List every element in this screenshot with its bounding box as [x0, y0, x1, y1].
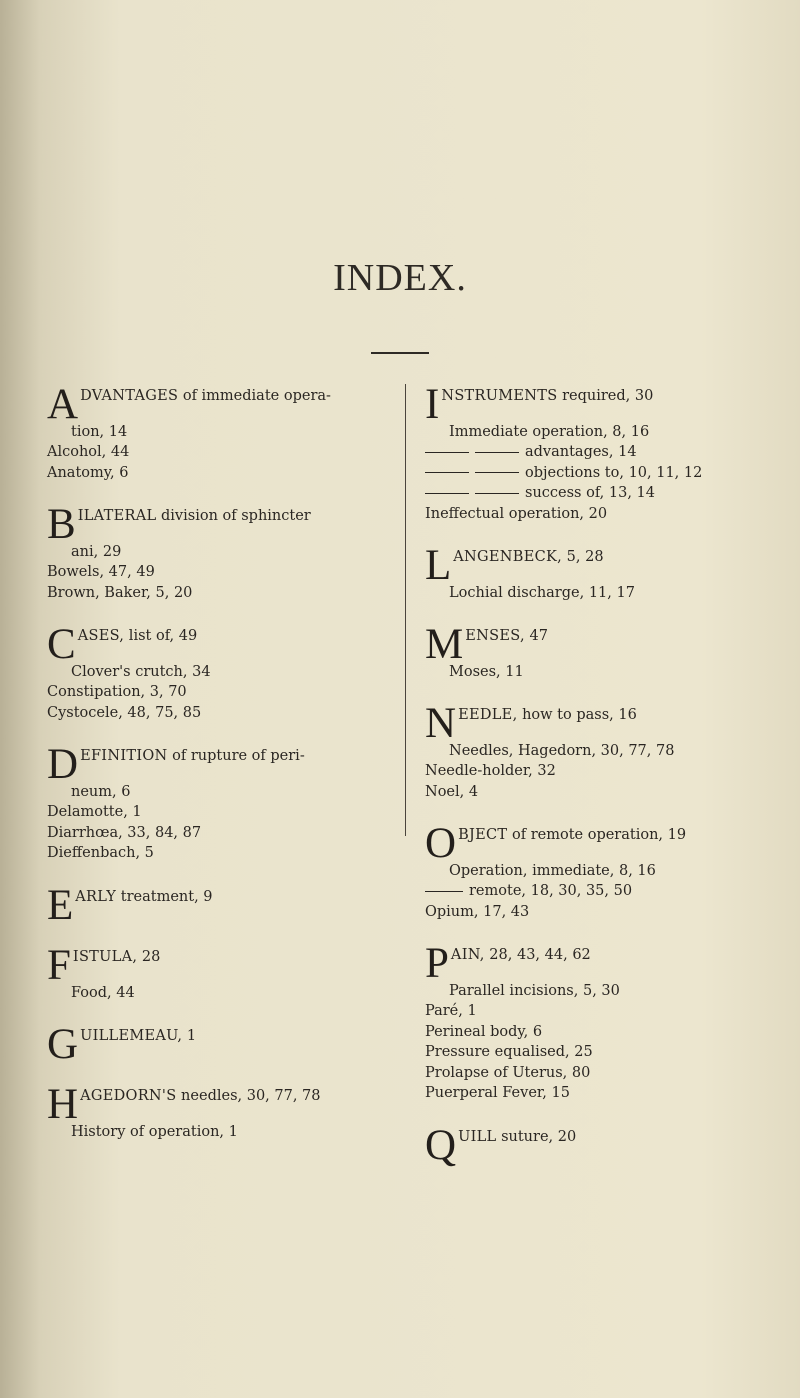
index-head: ISTULA, [72, 948, 138, 965]
drop-cap: P [425, 940, 449, 987]
index-head: DVANTAGES [80, 388, 179, 404]
index-entry: Prolapse of Uterus, 80 [425, 1064, 591, 1081]
index-section-a [47, 381, 440, 483]
drop-cap: O [425, 820, 457, 867]
index-head-tail: treatment, 9 [116, 888, 213, 905]
dash-rule [475, 493, 519, 494]
index-section-h [47, 1080, 437, 1142]
dash-rule [475, 472, 519, 473]
index-head-tail: 1 [182, 1027, 197, 1044]
title-rule [371, 352, 429, 354]
index-head: NSTRUMENTS [441, 388, 558, 404]
index-section-n [425, 700, 800, 802]
index-head-tail: list of, 49 [124, 628, 198, 644]
page-title: INDEX. [333, 257, 467, 299]
index-subentry: objections to, 10, 11, 12 [425, 463, 800, 484]
index-head-tail: of rupture of peri- [167, 748, 305, 764]
index-section-i [425, 381, 800, 524]
drop-cap: Q [425, 1121, 457, 1169]
index-continuation: tion, 14 [71, 424, 128, 440]
index-head: UILLEMEAU, [80, 1027, 183, 1044]
index-entry: Brown, Baker, 5, 20 [47, 584, 193, 601]
index-head: ASES, [77, 628, 125, 644]
index-entry: Needle-holder, 32 [425, 763, 556, 779]
index-entry: Cystocele, 48, 75, 85 [47, 704, 202, 721]
index-head-tail: suture, 20 [496, 1128, 577, 1145]
index-entry: Alcohol, 44 [47, 444, 130, 460]
drop-cap: B [47, 501, 76, 548]
index-continuation: neum, 6 [71, 784, 131, 800]
index-section-o [425, 820, 800, 922]
index-continuation: ani, 29 [71, 544, 122, 560]
index-entry: Constipation, 3, 70 [47, 684, 187, 700]
index-entry: Paré, 1 [425, 1003, 477, 1019]
index-section-b [47, 501, 437, 603]
index-entry: Opium, 17, 43 [425, 903, 530, 920]
index-entry: Pressure equalised, 25 [425, 1044, 593, 1060]
index-entry: Ineffectual operation, 20 [425, 505, 608, 522]
index-head-tail: 28 [137, 948, 161, 965]
index-head: ARLY [75, 888, 117, 905]
index-head-tail: 47 [524, 628, 548, 644]
index-continuation: Food, 44 [71, 984, 135, 1001]
dash-rule [425, 452, 469, 453]
dash-rule [475, 452, 519, 453]
drop-cap: M [425, 621, 464, 668]
index-section-c [47, 621, 437, 723]
drop-cap: N [425, 700, 457, 747]
drop-cap: L [425, 542, 452, 589]
index-head: UILL [458, 1128, 497, 1145]
index-subentry: advantages, 14 [425, 442, 800, 463]
dash-rule [425, 493, 469, 494]
dash-rule [425, 472, 469, 473]
drop-cap: D [47, 741, 79, 788]
index-section-e [47, 881, 437, 929]
index-section-p [425, 940, 800, 1104]
index-continuation: Moses, 11 [449, 664, 524, 680]
index-head-tail: of remote operation, 19 [507, 827, 687, 843]
index-head: AIN, [450, 947, 485, 963]
index-head: AGEDORN'S [80, 1087, 177, 1104]
index-head: BJECT [458, 827, 508, 843]
index-head-tail: 5, 28 [562, 549, 604, 565]
drop-cap: G [47, 1020, 79, 1068]
index-entry: Delamotte, 1 [47, 804, 142, 820]
index-continuation: Operation, immediate, 8, 16 [449, 863, 656, 879]
index-section-m [425, 621, 800, 682]
index-section-q [425, 1121, 800, 1169]
index-entry: Puerperal Fever, 15 [425, 1085, 570, 1101]
index-head-tail: 28, 43, 44, 62 [484, 947, 591, 963]
index-continuation: Parallel incisions, 5, 30 [449, 983, 620, 999]
index-continuation: Clover's crutch, 34 [71, 664, 211, 680]
index-entry: Bowels, 47, 49 [47, 564, 155, 580]
dash-rule [425, 891, 463, 892]
index-continuation: History of operation, 1 [71, 1123, 238, 1140]
drop-cap: I [425, 381, 440, 428]
index-subentry: success of, 13, 14 [425, 483, 800, 504]
index-head-tail: required, 30 [557, 388, 654, 404]
index-head-tail: division of sphincter [156, 508, 311, 524]
index-head-tail: how to pass, 16 [517, 707, 637, 723]
drop-cap: F [47, 941, 71, 989]
index-section-l [425, 542, 800, 603]
right-column [425, 381, 800, 1187]
index-entry: Perineal body, 6 [425, 1023, 543, 1040]
drop-cap: C [47, 621, 76, 668]
index-continuation: Lochial discharge, 11, 17 [449, 585, 635, 601]
drop-cap: E [47, 881, 74, 929]
drop-cap: H [47, 1080, 79, 1128]
index-subentry: remote, 18, 30, 35, 50 [425, 881, 800, 902]
drop-cap: A [47, 381, 79, 428]
index-head-tail: of immediate opera- [178, 388, 331, 404]
left-column [47, 381, 440, 1165]
index-section-d [47, 741, 437, 864]
index-head: EFINITION [80, 748, 168, 764]
index-head: ENSES, [465, 628, 525, 644]
index-entry: Noel, 4 [425, 783, 479, 800]
index-head: EEDLE, [458, 707, 518, 723]
index-section-g [47, 1020, 437, 1068]
index-head: ILATERAL [77, 508, 157, 524]
index-continuation: Immediate operation, 8, 16 [449, 424, 650, 440]
index-entry: Dieffenbach, 5 [47, 845, 154, 861]
index-entry: Anatomy, 6 [47, 464, 129, 481]
index-entry: Diarrhœa, 33, 84, 87 [47, 824, 202, 841]
index-continuation: Needles, Hagedorn, 30, 77, 78 [449, 743, 675, 759]
index-head-tail: needles, 30, 77, 78 [176, 1087, 321, 1104]
index-section-f [47, 941, 437, 1003]
index-head: ANGENBECK, [453, 549, 563, 565]
